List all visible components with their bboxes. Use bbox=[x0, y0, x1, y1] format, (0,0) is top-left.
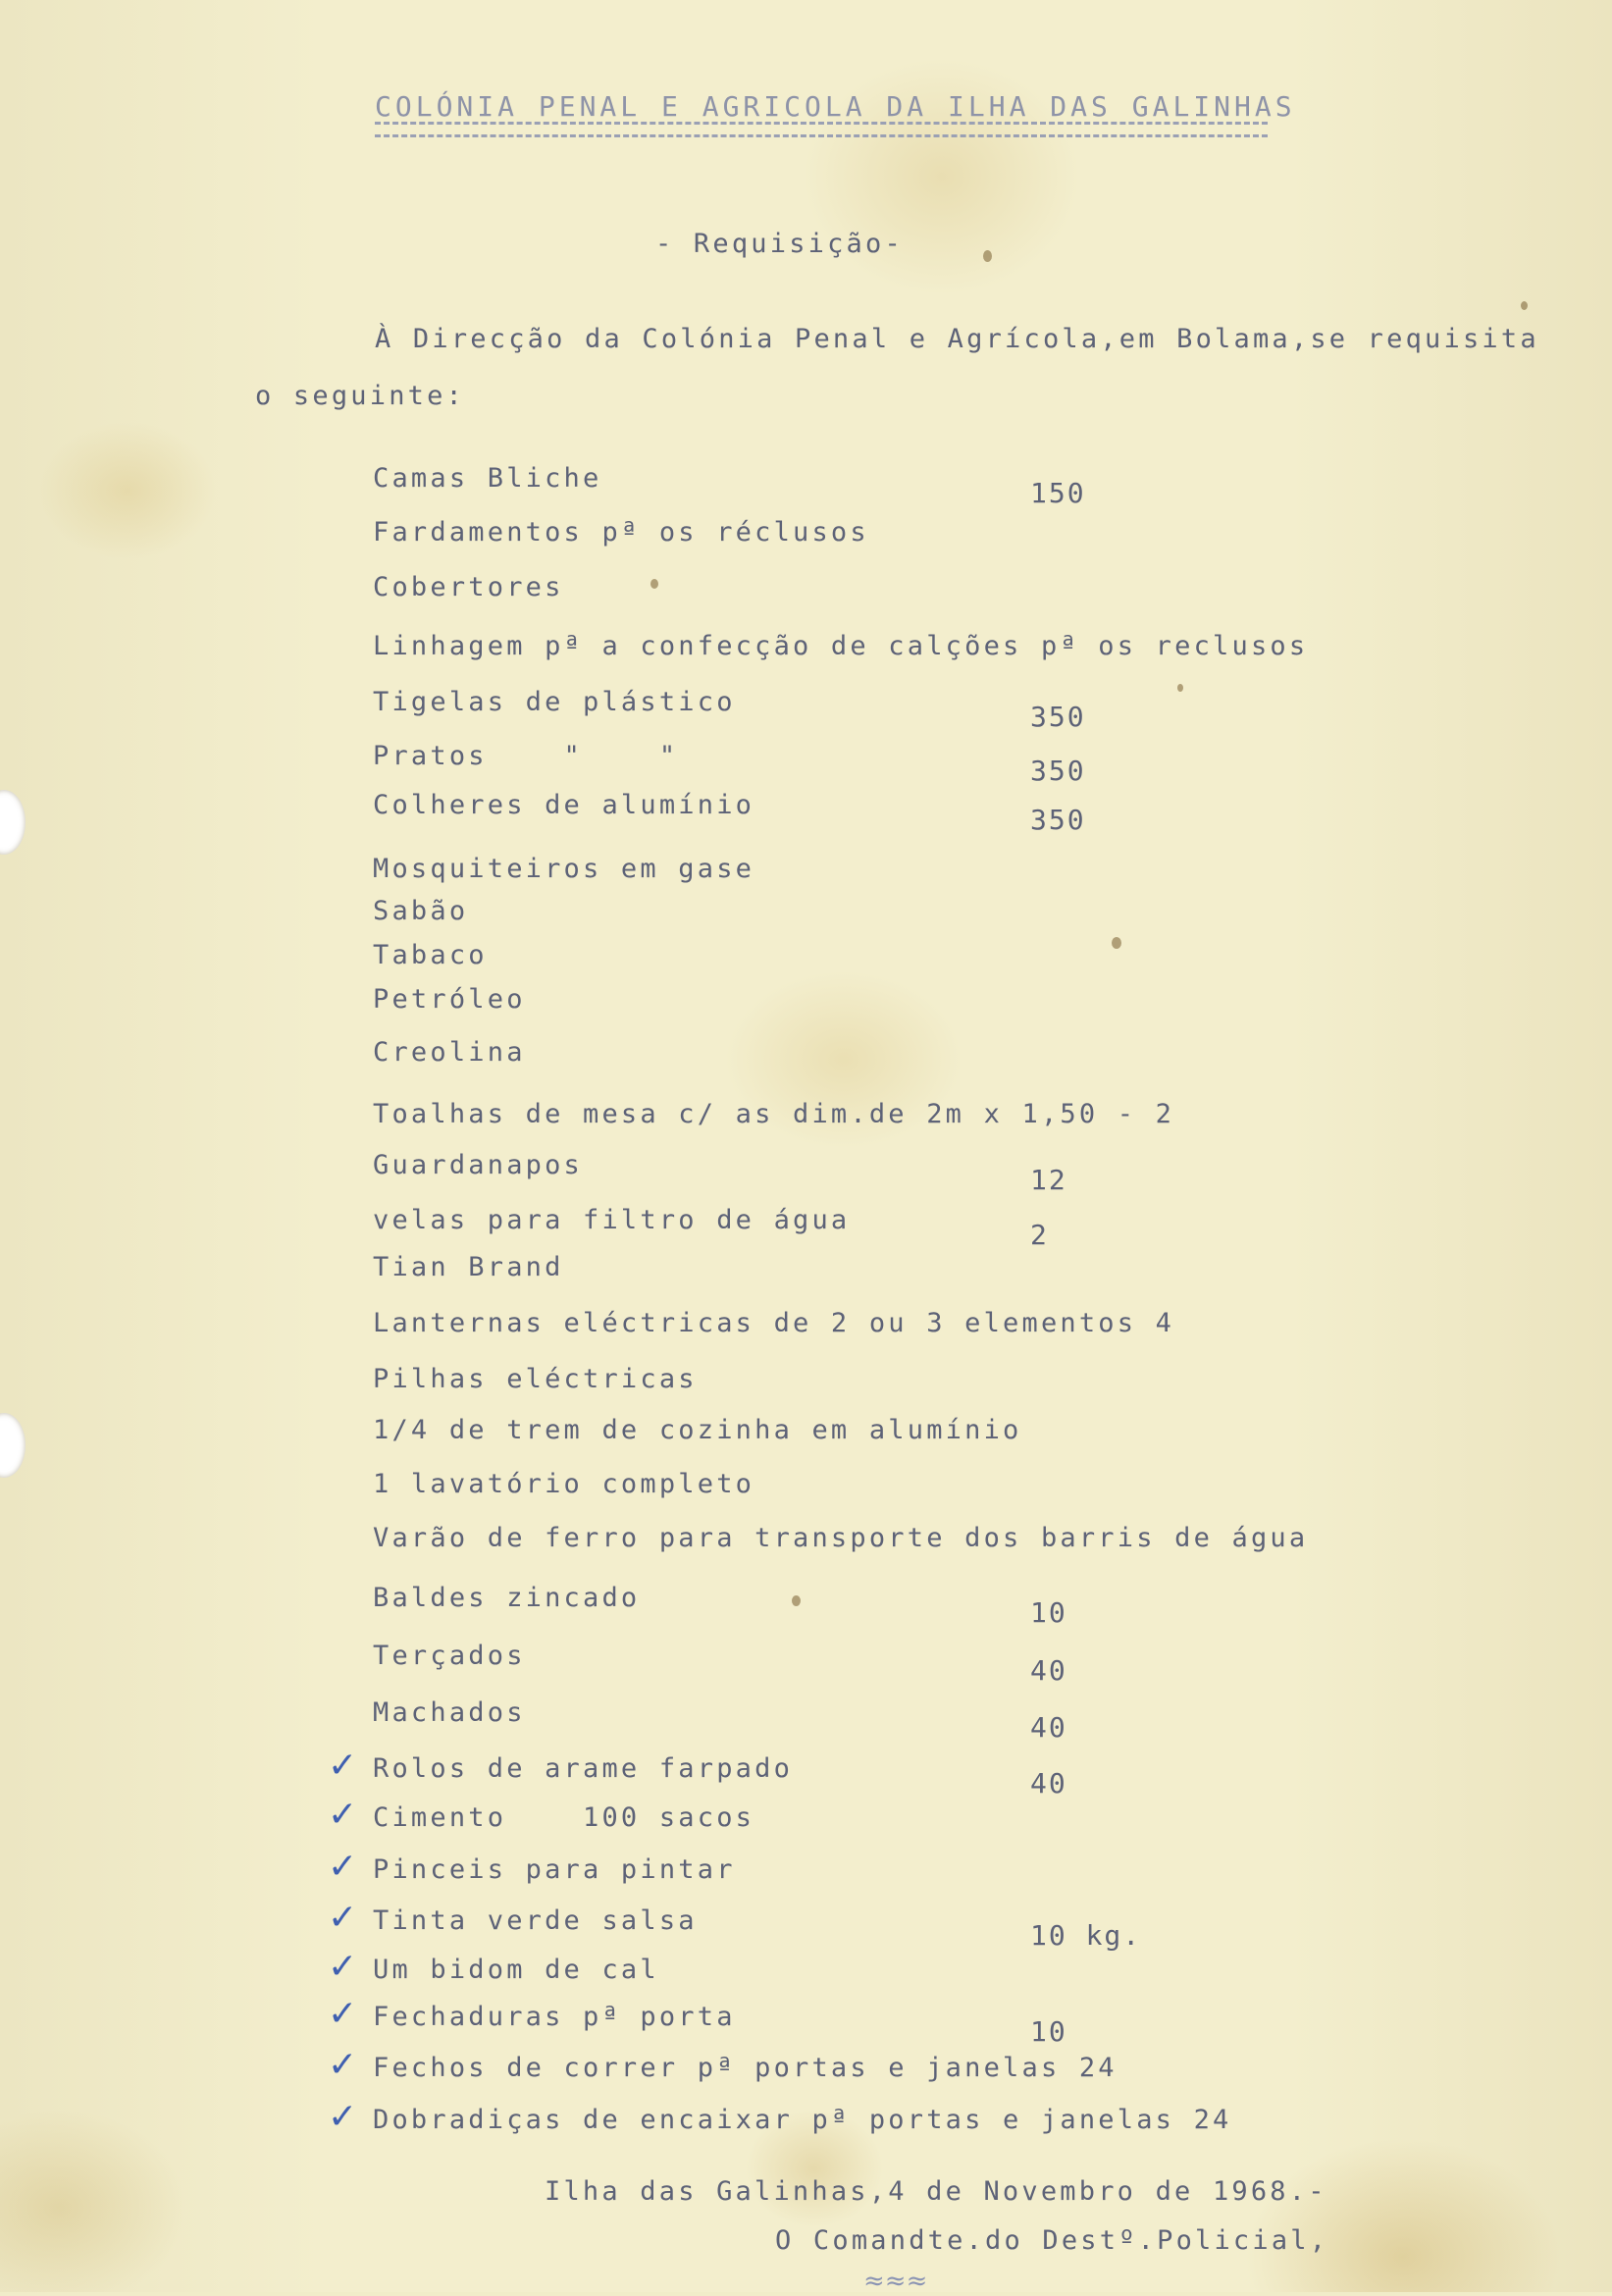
intro-line-2: o seguinte: bbox=[255, 381, 466, 411]
handwritten-signature: ≈≈≈ bbox=[863, 2267, 928, 2296]
stain-spot bbox=[1177, 684, 1183, 692]
requisition-item: 1 lavatório completo bbox=[373, 1469, 755, 1499]
requisition-item-quantity: 150 bbox=[1030, 477, 1086, 509]
requisition-item: Terçados bbox=[373, 1641, 526, 1671]
requisition-item: Tian Brand bbox=[373, 1252, 564, 1282]
requisition-item: Rolos de arame farpado bbox=[373, 1753, 794, 1784]
requisition-item: Machados bbox=[373, 1697, 526, 1728]
stain-spot bbox=[1521, 301, 1528, 310]
requisition-item-quantity: 10 bbox=[1030, 1596, 1067, 1629]
stain-spot bbox=[650, 579, 658, 589]
requisition-item-quantity: 350 bbox=[1030, 755, 1086, 787]
requisition-item-quantity: 12 bbox=[1030, 1164, 1067, 1196]
handwritten-checkmark-icon: ✓ bbox=[328, 2097, 358, 2137]
requisition-item: Cobertores bbox=[373, 572, 564, 602]
document-subtitle: - Requisição- bbox=[655, 229, 904, 259]
requisition-item-quantity: 40 bbox=[1030, 1711, 1067, 1744]
requisition-item-quantity: 40 bbox=[1030, 1654, 1067, 1687]
requisition-item: Guardanapos bbox=[373, 1150, 584, 1180]
requisition-item: Tabaco bbox=[373, 940, 488, 970]
requisition-item: Sabão bbox=[373, 896, 469, 926]
requisition-item-quantity: 40 bbox=[1030, 1767, 1067, 1800]
requisition-item-quantity: 10 bbox=[1030, 2015, 1067, 2048]
requisition-item: Pinceis para pintar bbox=[373, 1854, 736, 1885]
requisition-item: Lanternas eléctricas de 2 ou 3 elementos 4 bbox=[373, 1308, 1175, 1338]
requisition-item: Mosquiteiros em gase bbox=[373, 854, 755, 884]
requisition-item: Petróleo bbox=[373, 984, 526, 1015]
handwritten-checkmark-icon: ✓ bbox=[328, 1898, 358, 1938]
requisition-item: Fardamentos pª os réclusos bbox=[373, 517, 869, 548]
footer-place-date: Ilha das Galinhas,4 de Novembro de 1968.- bbox=[545, 2176, 1327, 2207]
requisition-item: Toalhas de mesa c/ as dim.de 2m x 1,50 - 2 bbox=[373, 1099, 1175, 1129]
requisition-item: Pilhas eléctricas bbox=[373, 1364, 698, 1394]
handwritten-checkmark-icon: ✓ bbox=[328, 1994, 358, 2034]
handwritten-checkmark-icon: ✓ bbox=[328, 2045, 358, 2085]
requisition-item: 1/4 de trem de cozinha em alumínio bbox=[373, 1415, 1022, 1445]
header-underline bbox=[375, 122, 1268, 137]
requisition-item-quantity: 350 bbox=[1030, 804, 1086, 836]
handwritten-checkmark-icon: ✓ bbox=[328, 1847, 358, 1887]
requisition-item: Fechos de correr pª portas e janelas 24 bbox=[373, 2053, 1118, 2083]
stain-spot bbox=[792, 1595, 801, 1606]
requisition-item: Tinta verde salsa bbox=[373, 1905, 698, 1936]
stain-spot bbox=[1112, 937, 1121, 949]
requisition-item-quantity: 10 kg. bbox=[1030, 1919, 1142, 1952]
handwritten-checkmark-icon: ✓ bbox=[328, 1795, 358, 1835]
requisition-item: Tigelas de plástico bbox=[373, 687, 736, 717]
requisition-item-quantity: 2 bbox=[1030, 1219, 1049, 1251]
requisition-item: Colheres de alumínio bbox=[373, 790, 755, 820]
punch-hole-lower bbox=[0, 1413, 26, 1478]
requisition-item: Linhagem pª a confecção de calções pª os reclusos bbox=[373, 631, 1309, 661]
requisition-item-quantity: 350 bbox=[1030, 701, 1086, 733]
requisition-item: Cimento 100 sacos bbox=[373, 1802, 755, 1833]
requisition-item: Fechaduras pª porta bbox=[373, 2002, 736, 2032]
requisition-item: Pratos " " bbox=[373, 741, 679, 771]
punch-hole-upper bbox=[0, 790, 26, 855]
document-header-title: COLÓNIA PENAL E AGRICOLA DA ILHA DAS GALINHAS bbox=[375, 90, 1296, 123]
intro-line-1: À Direcção da Colónia Penal e Agrícola,em Bolama,se requisita bbox=[375, 324, 1539, 354]
requisition-item: Dobradiças de encaixar pª portas e janelas 24 bbox=[373, 2105, 1232, 2135]
requisition-item: Baldes zincado bbox=[373, 1583, 641, 1613]
stain-spot bbox=[983, 250, 992, 262]
footer-signatory-title: O Comandte.do Destº.Policial, bbox=[775, 2225, 1329, 2256]
requisition-item: Um bidom de cal bbox=[373, 1955, 659, 1985]
handwritten-checkmark-icon: ✓ bbox=[328, 1947, 358, 1987]
requisition-item: Varão de ferro para transporte dos barris de água bbox=[373, 1523, 1309, 1553]
requisition-item: velas para filtro de água bbox=[373, 1205, 851, 1235]
handwritten-checkmark-icon: ✓ bbox=[328, 1746, 358, 1786]
requisition-item: Camas Bliche bbox=[373, 463, 602, 494]
requisition-item: Creolina bbox=[373, 1037, 526, 1068]
